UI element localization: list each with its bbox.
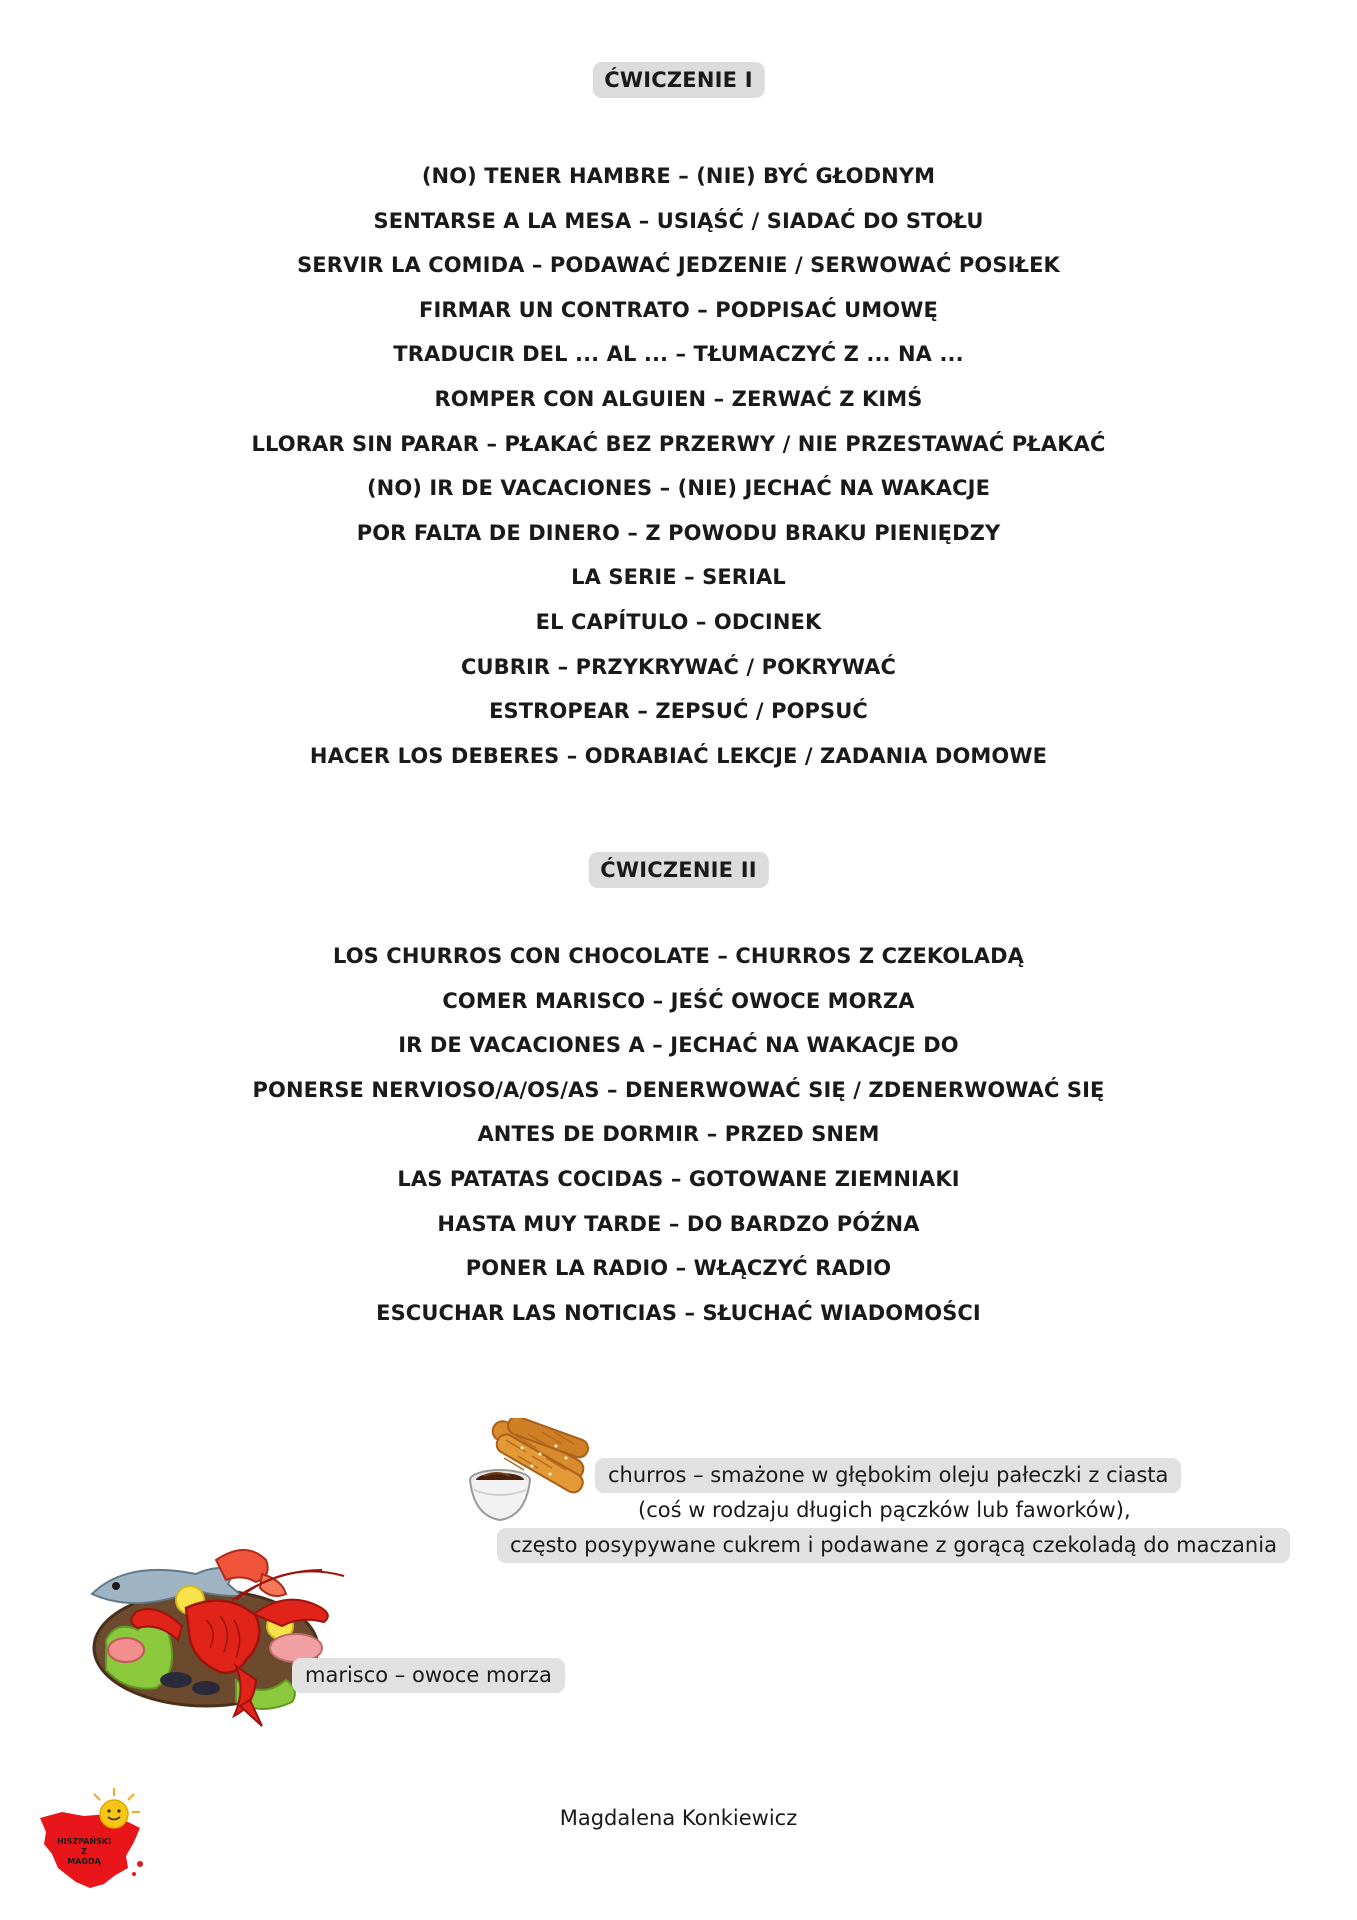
vocab-item: PONERSE NERVIOSO/A/OS/AS – DENERWOWAĆ SIĘ / ZDENERWOWAĆ SIĘ — [252, 1077, 1105, 1102]
vocab-item: EL CAPÍTULO – ODCINEK — [535, 609, 822, 634]
churros-note-line-1: churros – smażone w głębokim oleju pałeczki z ciasta — [595, 1458, 1181, 1493]
churros-note-line-2: (coś w rodzaju długich pączków lub faworków), — [628, 1493, 1141, 1528]
vocab-item: SERVIR LA COMIDA – PODAWAĆ JEDZENIE / SERWOWAĆ POSIŁEK — [297, 253, 1060, 278]
vocab-item: ROMPER CON ALGUIEN – ZERWAĆ Z KIMŚ — [434, 386, 923, 411]
vocab-item: (NO) IR DE VACACIONES – (NIE) JECHAĆ NA WAKACJE — [366, 476, 991, 501]
churros-note-line-3: często posypywane cukrem i podawane z gorącą czekoladą do maczania — [497, 1528, 1290, 1563]
marisco-note: marisco – owoce morza — [292, 1658, 565, 1693]
vocab-item: LOS CHURROS CON CHOCOLATE – CHURROS Z CZEKOLADĄ — [332, 944, 1025, 968]
vocab-item: IR DE VACACIONES A – JECHAĆ NA WAKACJE DO — [398, 1033, 959, 1058]
logo-text-line: Z — [81, 1847, 87, 1856]
vocab-item: FIRMAR UN CONTRATO – PODPISAĆ UMOWĘ — [419, 297, 938, 322]
vocab-item: ANTES DE DORMIR – PRZED SNEM — [477, 1122, 880, 1147]
vocab-item: ESTROPEAR – ZEPSUĆ / POPSUĆ — [489, 699, 868, 724]
vocab-item: POR FALTA DE DINERO – Z POWODU BRAKU PIENIĘDZY — [356, 520, 1001, 545]
vocab-item: SENTARSE A LA MESA – USIĄŚĆ / SIADAĆ DO STOŁU — [373, 208, 984, 233]
vocab-item: PONER LA RADIO – WŁĄCZYĆ RADIO — [465, 1256, 892, 1281]
vocab-item: (NO) TENER HAMBRE – (NIE) BYĆ GŁODNYM — [421, 164, 936, 188]
logo-text — [54, 1837, 114, 1867]
vocab-item: ESCUCHAR LAS NOTICIAS – SŁUCHAĆ WIADOMOŚCI — [376, 1300, 981, 1325]
section-1-title: ĆWICZENIE I — [592, 62, 764, 98]
vocab-item: LLORAR SIN PARAR – PŁAKAĆ BEZ PRZERWY / NIE PRZESTAWAĆ PŁAKAĆ — [251, 431, 1106, 456]
vocab-item: HACER LOS DEBERES – ODRABIAĆ LEKCJE / ZADANIA DOMOWE — [309, 743, 1048, 768]
seafood-platter-icon — [86, 1530, 348, 1730]
logo — [32, 1784, 150, 1892]
logo-text-line: HISZPAŃSKI — [56, 1837, 112, 1846]
author-name: Magdalena Konkiewicz — [559, 1806, 798, 1830]
vocab-item: LA SERIE – SERIAL — [571, 565, 786, 590]
vocab-item: COMER MARISCO – JEŚĆ OWOCE MORZA — [442, 988, 915, 1013]
section-2-title: ĆWICZENIE II — [588, 852, 768, 888]
section-2-list — [0, 934, 1357, 1335]
vocab-item: CUBRIR – PRZYKRYWAĆ / POKRYWAĆ — [460, 654, 897, 679]
logo-text-line: MAGDĄ — [67, 1857, 101, 1866]
vocab-item: TRADUCIR DEL ... AL ... – TŁUMACZYĆ Z ... NA ... — [393, 342, 964, 367]
section-1-list — [0, 154, 1357, 778]
churros-with-chocolate-icon — [466, 1418, 596, 1530]
vocab-item: LAS PATATAS COCIDAS – GOTOWANE ZIEMNIAKI — [397, 1166, 960, 1191]
vocab-item: HASTA MUY TARDE – DO BARDZO PÓŹNA — [437, 1211, 920, 1236]
